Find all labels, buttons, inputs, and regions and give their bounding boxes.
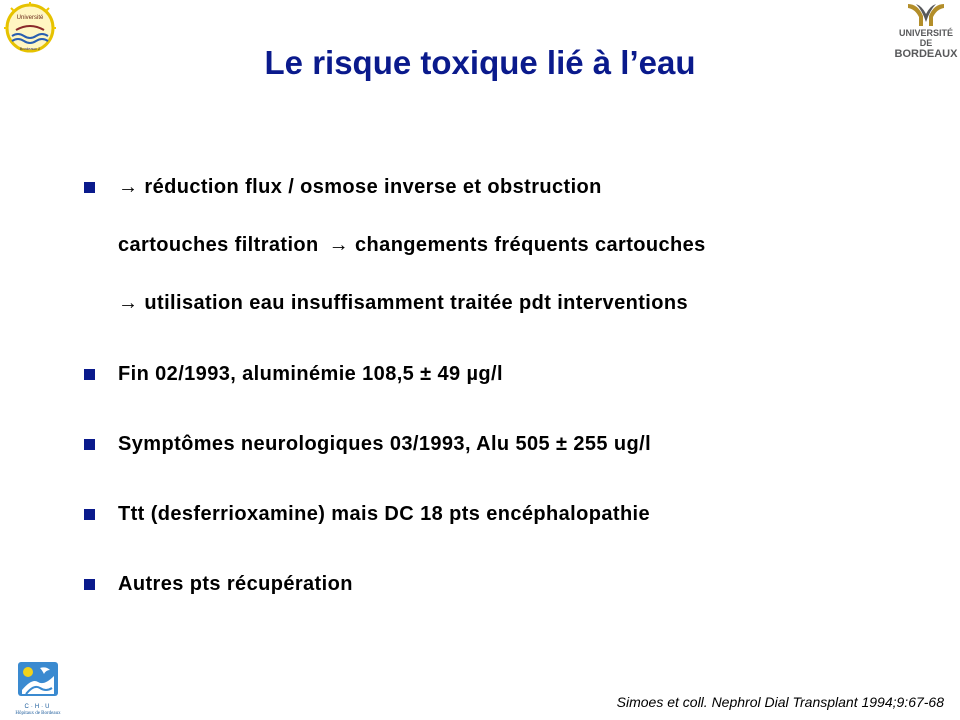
bullet-square-icon — [84, 182, 95, 193]
bullet-1-line-3: → utilisation eau insuffisamment traitée pdt interventions — [118, 292, 688, 314]
bullet-1-line-1: → réduction flux / osmose inverse et obstruction — [118, 176, 602, 198]
svg-text:Bordeaux 2: Bordeaux 2 — [19, 46, 41, 51]
ub-emblem-icon — [906, 2, 946, 28]
slide-title: Le risque toxique lié à l’eau — [264, 44, 696, 81]
bullet-4: Ttt (desferrioxamine) mais DC 18 pts encéphalopathie — [118, 503, 651, 525]
bullet-2: Fin 02/1993, aluminémie 108,5 ± 49 µg/l — [118, 363, 503, 385]
right-arrow-icon: → — [328, 234, 350, 256]
bullet-square-icon — [84, 369, 95, 380]
svg-text:Université: Université — [16, 15, 44, 21]
ub-line-1: UNIVERSITÉ DE — [898, 28, 953, 48]
chu-emblem-icon — [16, 660, 60, 698]
bullet-square-icon — [84, 509, 95, 520]
bullet-5: Autres pts récupération — [118, 573, 353, 595]
chu-name: C·H·U — [24, 704, 52, 710]
right-arrow-icon: → — [118, 176, 139, 198]
chu-subtitle: Hôpitaux de Bordeaux — [15, 711, 61, 716]
chu-bordeaux-logo — [8, 660, 68, 718]
bullet-square-icon — [84, 579, 95, 590]
bullet-1-line-2: cartouches filtration → changements fréquents cartouches — [118, 234, 706, 256]
ub-line-2: BORDEAUX — [894, 48, 958, 60]
bullet-3: Symptômes neurologiques 03/1993, Alu 505 ± 255 ug/l — [118, 433, 652, 455]
bullet-square-icon — [84, 439, 95, 450]
right-arrow-icon: → — [118, 292, 139, 314]
citation: Simoes et coll. Nephrol Dial Transplant 1994;9:67-68 — [616, 694, 944, 710]
